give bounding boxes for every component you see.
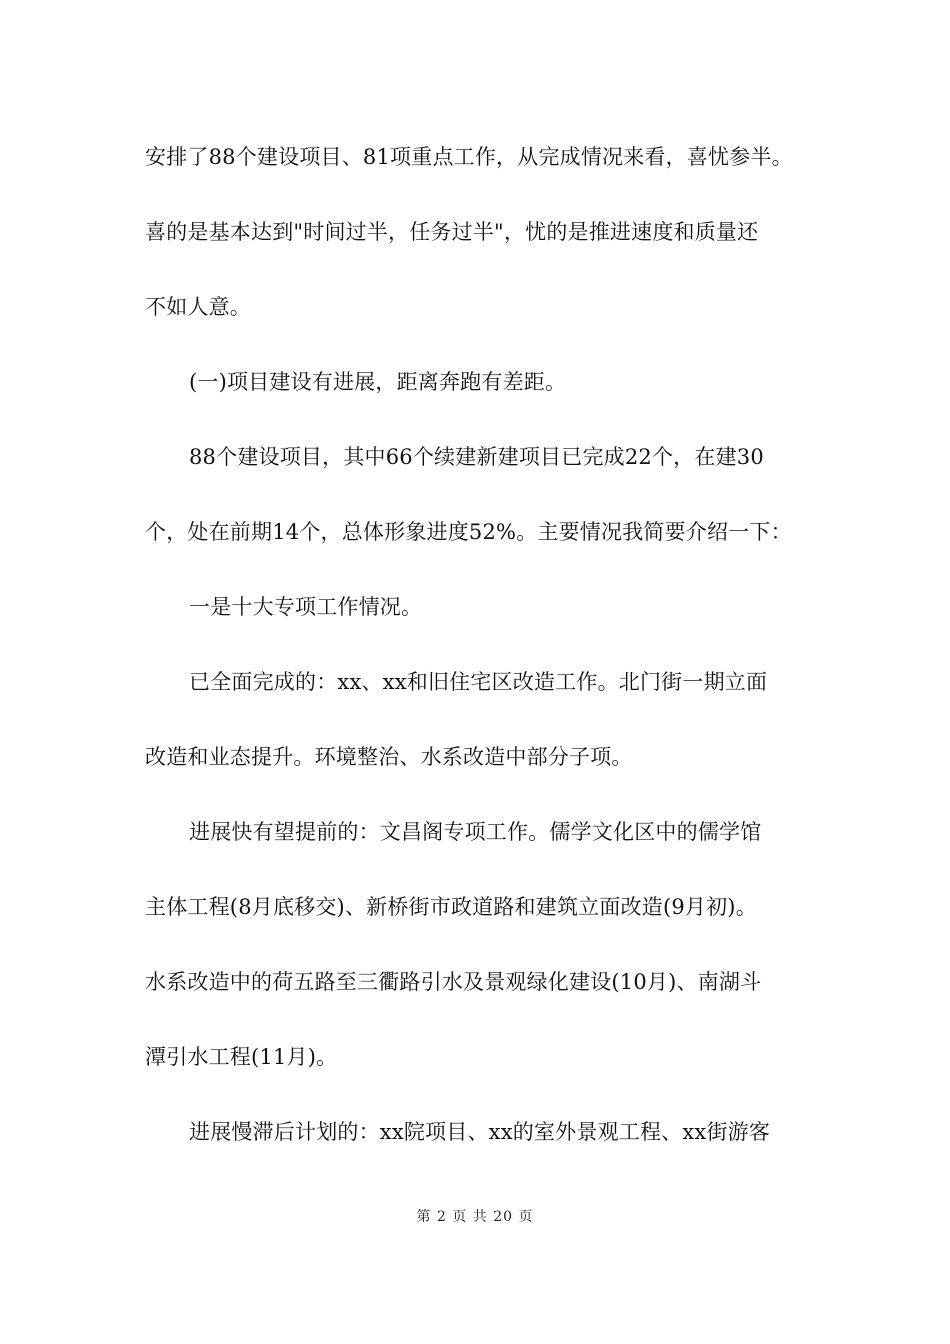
text-line: 潭引水工程(11月)。 [145,1045,338,1069]
text-line: 喜的是基本达到"时间过半，任务过半"，忧的是推进速度和质量还 [145,220,759,244]
page-footer: 第 2 页 共 20 页 [416,1209,534,1225]
text-line: 88个建设项目，其中66个续建新建项目已完成22个，在建30 [189,445,764,469]
document-body [145,135,810,1185]
text-line: 进展快有望提前的：文昌阁专项工作。儒学文化区中的儒学馆 [189,820,762,844]
section-heading: (一)项目建设有进展，距离奔跑有差距。 [189,370,567,394]
text-line: 不如人意。 [145,295,251,319]
text-line: 改造和业态提升。环境整治、水系改造中部分子项。 [145,745,633,769]
text-line: 进展慢滞后计划的：xx院项目、xx的室外景观工程、xx街游客 [189,1120,771,1144]
text-line: 安排了88个建设项目、81项重点工作，从完成情况来看，喜忧参半。 [145,145,793,169]
text-line: 一是十大专项工作情况。 [189,595,423,619]
text-line: 主体工程(8月底移交)、新桥街市政道路和建筑立面改造(9月初)。 [145,895,757,919]
text-line: 水系改造中的荷五路至三衢路引水及景观绿化建设(10月)、南湖斗 [145,970,762,994]
text-line: 已全面完成的：xx、xx和旧住宅区改造工作。北门街一期立面 [189,670,768,694]
text-line: 个，处在前期14个，总体形象进度52%。主要情况我简要介绍一下： [145,520,792,544]
